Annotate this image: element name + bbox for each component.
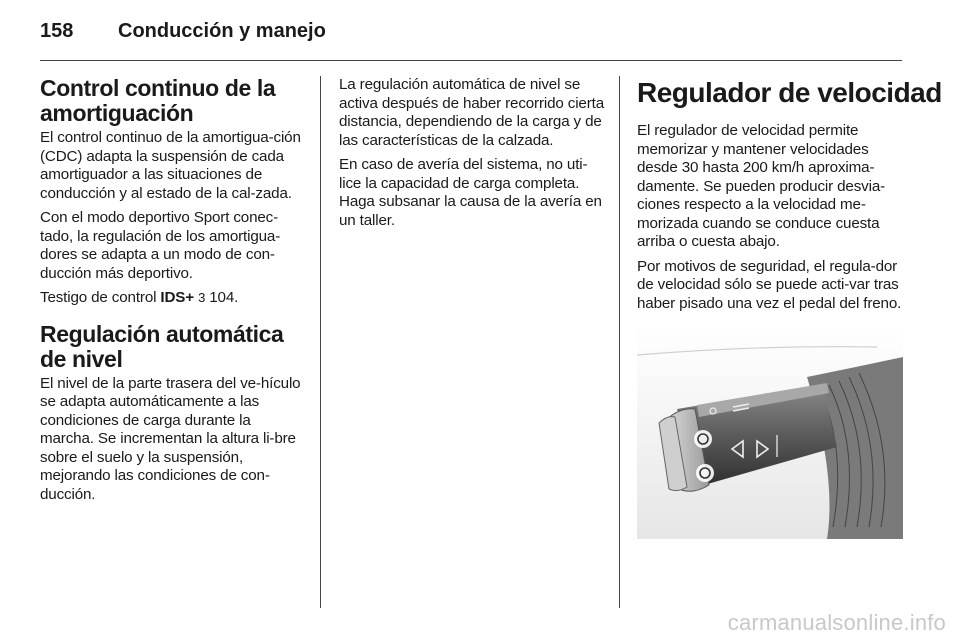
chapter-title: Conducción y manejo xyxy=(118,20,326,42)
section-heading-cruise: Regulador de velocidad xyxy=(637,77,942,108)
column-left xyxy=(40,76,302,510)
paragraph: El control continuo de la amortigua-ción (CDC) adapta la suspensión de cada amortiguador a las situaciones de conducción y al estado de la cal-zada. xyxy=(40,129,301,202)
section-heading-cdc: Control continuo de la amortiguación xyxy=(40,75,276,126)
paragraph: Por motivos de seguridad, el regula-dor de velocidad sólo se puede acti-var tras haber pisado una vez el pedal del freno. xyxy=(637,257,902,312)
page-reference: 104. xyxy=(205,289,239,306)
paragraph-control-lamp xyxy=(40,289,302,308)
paragraph: En caso de avería del sistema, no uti-lice la capacidad de carga completa. Haga subsanar la causa de la avería en un taller. xyxy=(339,156,602,229)
text: Testigo de control xyxy=(40,289,161,306)
paragraph: La regulación automática de nivel se activa después de haber recorrido cierta distancia, dependiendo de la carga y de las características de la calzada. xyxy=(339,76,604,149)
column-middle xyxy=(339,76,604,236)
header-divider xyxy=(40,60,902,61)
page-number: 158 xyxy=(40,20,74,42)
watermark: carmanualsonline.info xyxy=(727,610,946,635)
ids-label: IDS+ xyxy=(160,289,195,306)
page-header xyxy=(40,14,902,54)
column-divider xyxy=(320,76,321,608)
column-divider xyxy=(619,76,620,608)
section-heading-level: Regulación automática de nivel xyxy=(40,320,284,372)
column-right xyxy=(637,76,942,539)
paragraph: Con el modo deportivo Sport conec-tado, la regulación de los amortigua-dores se adapta a un modo de con-ducción más deportivo. xyxy=(40,209,281,282)
cruise-control-stalk-icon xyxy=(637,327,903,539)
paragraph: El regulador de velocidad permite memorizar y mantener velocidades desde 30 hasta 200 km/h aproxima-damente. Se pueden producir desvia-ciones respecto a la velocidad me-morizada cuando se conduce cuesta arriba o cuesta abajo. xyxy=(637,122,886,250)
page-ref-arrow: 3 xyxy=(198,290,206,305)
paragraph: El nivel de la parte trasera del ve-hículo se adapta automáticamente a las condiciones de carga durante la marcha. Se incrementan la altura li-bre sobre el suelo y la suspensión, mejorando las condiciones de con-ducción. xyxy=(40,374,301,503)
